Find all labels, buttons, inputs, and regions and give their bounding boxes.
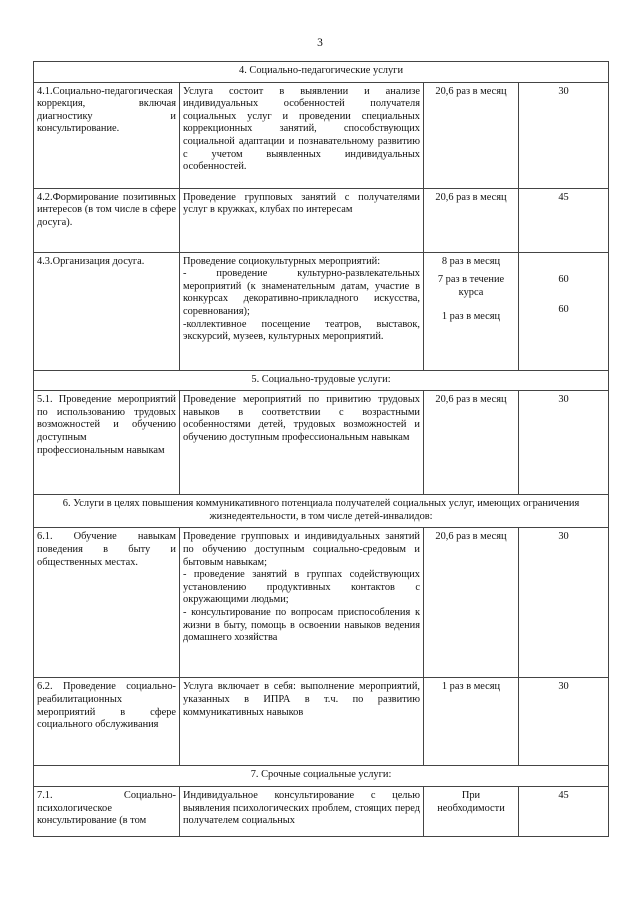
- service-value: 30: [519, 678, 609, 766]
- section-header-row: [34, 495, 609, 528]
- service-frequency: 1 раз в месяц: [424, 678, 519, 766]
- section-title: 6. Услуги в целях повышения коммуникативного потенциала получателей социальных услуг, имеющих ограничения жизнедеятельности, в том числе детей-инвалидов:: [34, 495, 609, 528]
- service-name: 7.1. Социально-психологическое консультирование (в том: [34, 786, 180, 836]
- service-value: 30: [519, 82, 609, 188]
- service-description: Индивидуальное консультирование с целью выявления психологических проблем, стоящих перед получателем социальных: [180, 786, 424, 836]
- table-row: [34, 252, 609, 370]
- service-value: [519, 252, 609, 370]
- service-frequency: 20,6 раз в месяц: [424, 391, 519, 495]
- service-name: 4.1.Социально-педагогическая коррекция, включая диагностику и консультирование.: [34, 82, 180, 188]
- table-row: [34, 188, 609, 252]
- service-description: Проведение мероприятий по привитию трудовых навыков в соответствии с возрастными особенностями детей, трудовых возможностей и обучению доступным профессиональным навыкам: [180, 391, 424, 495]
- service-description: Услуга включает в себя: выполнение мероприятий, указанных в ИПРА в т.ч. по развитию коммуникативных навыков: [180, 678, 424, 766]
- service-value: 45: [519, 188, 609, 252]
- frequency-item: 8 раз в месяц: [441, 255, 501, 267]
- service-frequency: [424, 252, 519, 370]
- service-frequency: 20,6 раз в месяц: [424, 188, 519, 252]
- description-intro: Проведение социокультурных мероприятий:: [183, 255, 381, 267]
- frequency-item: 7 раз в течение курса: [437, 274, 505, 298]
- service-name: 6.2. Проведение социально-реабилитационных мероприятий в сфере социального обслуживания: [34, 678, 180, 766]
- section-title: 4. Социально-педагогические услуги: [34, 62, 609, 83]
- section-title: 5. Социально-трудовые услуги:: [34, 370, 609, 391]
- service-name: 5.1. Проведение мероприятий по использованию трудовых возможностей и обучению доступным профессиональным навыкам: [34, 391, 180, 495]
- service-description: [180, 528, 424, 678]
- service-value: 30: [519, 391, 609, 495]
- page-number: 3: [317, 37, 323, 49]
- service-value: 30: [519, 528, 609, 678]
- table-row: [34, 678, 609, 766]
- services-table: [33, 61, 609, 837]
- frequency-item: 1 раз в месяц: [441, 311, 501, 323]
- description-item: -коллективное посещение театров, выставок, экскурсий, музеев, культурных мероприятий.: [183, 318, 420, 343]
- service-value: 45: [519, 786, 609, 836]
- service-name: 4.3.Организация досуга.: [34, 252, 180, 370]
- section-title: 7. Срочные социальные услуги:: [34, 766, 609, 787]
- service-frequency: 20,6 раз в месяц: [424, 82, 519, 188]
- value-item: 60: [558, 273, 569, 285]
- table-row: [34, 786, 609, 836]
- description-item: - проведение занятий в группах содействующих установлению продуктивных контактов с окружающими людьми;: [183, 569, 420, 606]
- section-header-row: [34, 370, 609, 391]
- table-row: [34, 528, 609, 678]
- value-item: 60: [558, 304, 569, 316]
- service-name: 4.2.Формирование позитивных интересов (в том числе в сфере досуга).: [34, 188, 180, 252]
- section-header-row: [34, 62, 609, 83]
- service-frequency: 20,6 раз в месяц: [424, 528, 519, 678]
- service-frequency: При необходимости: [424, 786, 519, 836]
- section-header-row: [34, 766, 609, 787]
- description-item: - консультирование по вопросам приспособления к жизни в быту, помощь в освоении навыков ведения домашнего хозяйства: [183, 606, 420, 644]
- service-description: Услуга состоит в выявлении и анализе индивидуальных особенностей получателя социальных услуг и проведении специальных коррекционных занятий, способствующих социальной адаптации и познавательному развитию с учетом выявленных индивидуальных особенностей.: [180, 82, 424, 188]
- table-row: [34, 391, 609, 495]
- description-item: - проведение культурно-развлекательных мероприятий (к знаменательным датам, участие в конкурсах декоративно-прикладного искусства, соревнования);: [183, 268, 420, 317]
- table-row: [34, 82, 609, 188]
- service-name: 6.1. Обучение навыкам поведения в быту и общественных местах.: [34, 528, 180, 678]
- description-intro: Проведение групповых и индивидуальных занятий по обучению доступным социально-средовым и бытовым навыкам;: [183, 531, 420, 568]
- service-description: Проведение групповых занятий с получателями услуг в кружках, клубах по интересам: [180, 188, 424, 252]
- service-description: [180, 252, 424, 370]
